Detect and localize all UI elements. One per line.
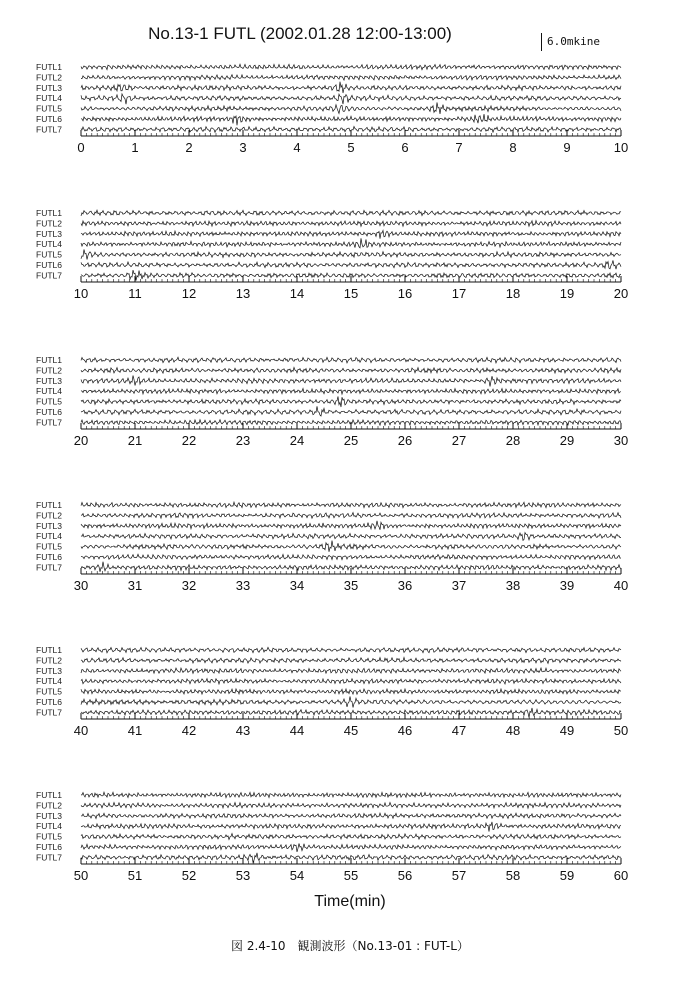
channel-label: FUTL1 — [36, 208, 62, 218]
tick-label: 41 — [127, 723, 143, 738]
tick-label: 24 — [289, 433, 305, 448]
tick-label: 33 — [235, 578, 251, 593]
tick-label: 35 — [343, 578, 359, 593]
tick-label: 30 — [73, 578, 89, 593]
tick-label: 5 — [347, 140, 355, 155]
waveform-trace — [81, 521, 621, 530]
channel-label: FUTL7 — [36, 417, 62, 428]
waveform-trace — [81, 231, 621, 239]
waveform-trace — [81, 822, 621, 832]
waveform-trace — [81, 389, 621, 395]
channel-label: FUTL2 — [36, 365, 62, 376]
waveform-panel — [36, 62, 628, 155]
waveform-trace — [81, 502, 621, 508]
waveform-trace — [81, 657, 621, 663]
tick-label: 49 — [559, 723, 575, 738]
tick-label: 17 — [451, 286, 467, 301]
channel-label: FUTL6 — [36, 407, 62, 417]
tick-label: 6 — [401, 140, 409, 155]
channel-label: FUTL3 — [36, 665, 62, 676]
tick-label: 44 — [289, 723, 305, 738]
tick-label: 37 — [451, 578, 467, 593]
waveform-trace — [81, 668, 621, 673]
tick-label: 42 — [181, 723, 197, 738]
channel-label: FUTL6 — [36, 260, 62, 270]
tick-label: 21 — [127, 433, 143, 448]
channel-label: FUTL7 — [36, 124, 62, 135]
waveform-trace — [81, 238, 621, 248]
tick-label: 0 — [77, 140, 85, 155]
tick-label: 18 — [505, 286, 521, 301]
waveform-panel — [36, 645, 628, 738]
waveform-trace — [81, 75, 621, 81]
tick-label: 2 — [185, 140, 193, 155]
channel-label: FUTL2 — [36, 72, 62, 83]
channel-label: FUTL4 — [36, 531, 62, 542]
tick-label: 7 — [455, 140, 463, 155]
waveform-panel — [36, 790, 628, 883]
channel-label: FUTL3 — [36, 810, 62, 821]
waveform-trace — [81, 260, 621, 269]
channel-label: FUTL6 — [36, 552, 62, 562]
page-title: No.13-1 FUTL (2002.01.28 12:00-13:00) — [148, 24, 452, 43]
channel-label: FUTL2 — [36, 510, 62, 521]
tick-label: 28 — [505, 433, 521, 448]
waveform-trace — [81, 689, 621, 694]
tick-label: 56 — [397, 868, 413, 883]
waveform-trace — [81, 679, 621, 684]
tick-label: 13 — [235, 286, 251, 301]
channel-label: FUTL1 — [36, 355, 62, 365]
tick-label: 46 — [397, 723, 413, 738]
tick-label: 16 — [397, 286, 413, 301]
waveform-trace — [81, 221, 621, 227]
tick-label: 57 — [451, 868, 467, 883]
tick-label: 50 — [73, 868, 89, 883]
tick-label: 8 — [509, 140, 517, 155]
channel-label: FUTL2 — [36, 800, 62, 811]
waveform-trace — [81, 64, 621, 70]
channel-label: FUTL5 — [36, 103, 62, 114]
tick-label: 55 — [343, 868, 359, 883]
tick-label: 25 — [343, 433, 359, 448]
tick-label: 30 — [613, 433, 629, 448]
waveform-trace — [81, 357, 621, 363]
tick-label: 3 — [239, 140, 247, 155]
tick-label: 20 — [613, 286, 629, 301]
x-axis-label: Time(min) — [314, 893, 386, 910]
tick-label: 4 — [293, 140, 301, 155]
tick-label: 53 — [235, 868, 251, 883]
tick-label: 45 — [343, 723, 359, 738]
channel-label: FUTL5 — [36, 686, 62, 697]
channel-label: FUTL4 — [36, 239, 62, 250]
tick-label: 9 — [563, 140, 571, 155]
tick-label: 23 — [235, 433, 251, 448]
waveform-trace — [81, 844, 621, 852]
scale-label: 6.0mkine — [547, 35, 600, 48]
channel-label: FUTL5 — [36, 831, 62, 842]
tick-label: 36 — [397, 578, 413, 593]
channel-label: FUTL6 — [36, 697, 62, 707]
tick-label: 14 — [289, 286, 305, 301]
tick-label: 10 — [73, 286, 89, 301]
tick-label: 48 — [505, 723, 521, 738]
waveform-trace — [81, 647, 621, 652]
tick-label: 32 — [181, 578, 197, 593]
waveform-trace — [81, 82, 621, 93]
channel-label: FUTL7 — [36, 562, 62, 573]
waveform-trace — [81, 792, 621, 798]
channel-label: FUTL4 — [36, 676, 62, 687]
tick-label: 12 — [181, 286, 197, 301]
tick-label: 51 — [127, 868, 143, 883]
waveform-trace — [81, 813, 621, 818]
figure-caption: 図 2.4-10 観測波形（No.13-01 : FUT-L） — [231, 939, 469, 953]
waveform-trace — [81, 541, 621, 552]
channel-label: FUTL6 — [36, 842, 62, 852]
tick-label: 50 — [613, 723, 629, 738]
channel-label: FUTL1 — [36, 500, 62, 510]
tick-label: 47 — [451, 723, 467, 738]
tick-label: 43 — [235, 723, 251, 738]
tick-label: 34 — [289, 578, 305, 593]
tick-label: 59 — [559, 868, 575, 883]
waveform-trace — [81, 834, 621, 840]
waveform-panel — [36, 208, 628, 301]
waveform-trace — [81, 396, 621, 407]
channel-label: FUTL4 — [36, 386, 62, 397]
tick-label: 15 — [343, 286, 359, 301]
tick-label: 10 — [613, 140, 629, 155]
channel-label: FUTL5 — [36, 249, 62, 260]
channel-label: FUTL5 — [36, 396, 62, 407]
tick-label: 60 — [613, 868, 629, 883]
tick-label: 31 — [127, 578, 143, 593]
channel-label: FUTL4 — [36, 821, 62, 832]
waveform-trace — [81, 210, 621, 216]
channel-label: FUTL3 — [36, 228, 62, 239]
waveform-panel — [36, 355, 628, 448]
waveform-trace — [81, 533, 621, 541]
tick-label: 54 — [289, 868, 305, 883]
tick-label: 19 — [559, 286, 575, 301]
waveform-trace — [81, 102, 621, 114]
tick-label: 29 — [559, 433, 575, 448]
waveform-trace — [81, 376, 621, 387]
waveform-trace — [81, 513, 621, 519]
channel-label: FUTL7 — [36, 852, 62, 863]
channel-label: FUTL1 — [36, 645, 62, 655]
channel-label: FUTL5 — [36, 541, 62, 552]
tick-label: 26 — [397, 433, 413, 448]
tick-label: 27 — [451, 433, 467, 448]
waveform-trace — [81, 696, 621, 707]
channel-label: FUTL1 — [36, 790, 62, 800]
channel-label: FUTL7 — [36, 707, 62, 718]
tick-label: 20 — [73, 433, 89, 448]
tick-label: 58 — [505, 868, 521, 883]
waveform-trace — [81, 802, 621, 808]
channel-label: FUTL2 — [36, 218, 62, 229]
tick-label: 38 — [505, 578, 521, 593]
tick-label: 11 — [128, 286, 142, 301]
channel-label: FUTL7 — [36, 270, 62, 281]
waveform-trace — [81, 554, 621, 559]
waveform-trace — [81, 406, 621, 416]
tick-label: 40 — [613, 578, 629, 593]
channel-label: FUTL1 — [36, 62, 62, 72]
tick-label: 40 — [73, 723, 89, 738]
channel-label: FUTL3 — [36, 375, 62, 386]
waveform-panel — [36, 500, 628, 593]
waveform-trace — [81, 367, 621, 373]
channel-label: FUTL4 — [36, 93, 62, 104]
tick-label: 22 — [181, 433, 197, 448]
channel-label: FUTL6 — [36, 114, 62, 124]
channel-label: FUTL3 — [36, 520, 62, 531]
waveform-trace — [81, 249, 621, 259]
tick-label: 52 — [181, 868, 197, 883]
channel-label: FUTL3 — [36, 82, 62, 93]
tick-label: 1 — [131, 140, 139, 155]
channel-label: FUTL2 — [36, 655, 62, 666]
waveform-trace — [81, 94, 621, 104]
waveform-trace — [81, 114, 621, 125]
tick-label: 39 — [559, 578, 575, 593]
